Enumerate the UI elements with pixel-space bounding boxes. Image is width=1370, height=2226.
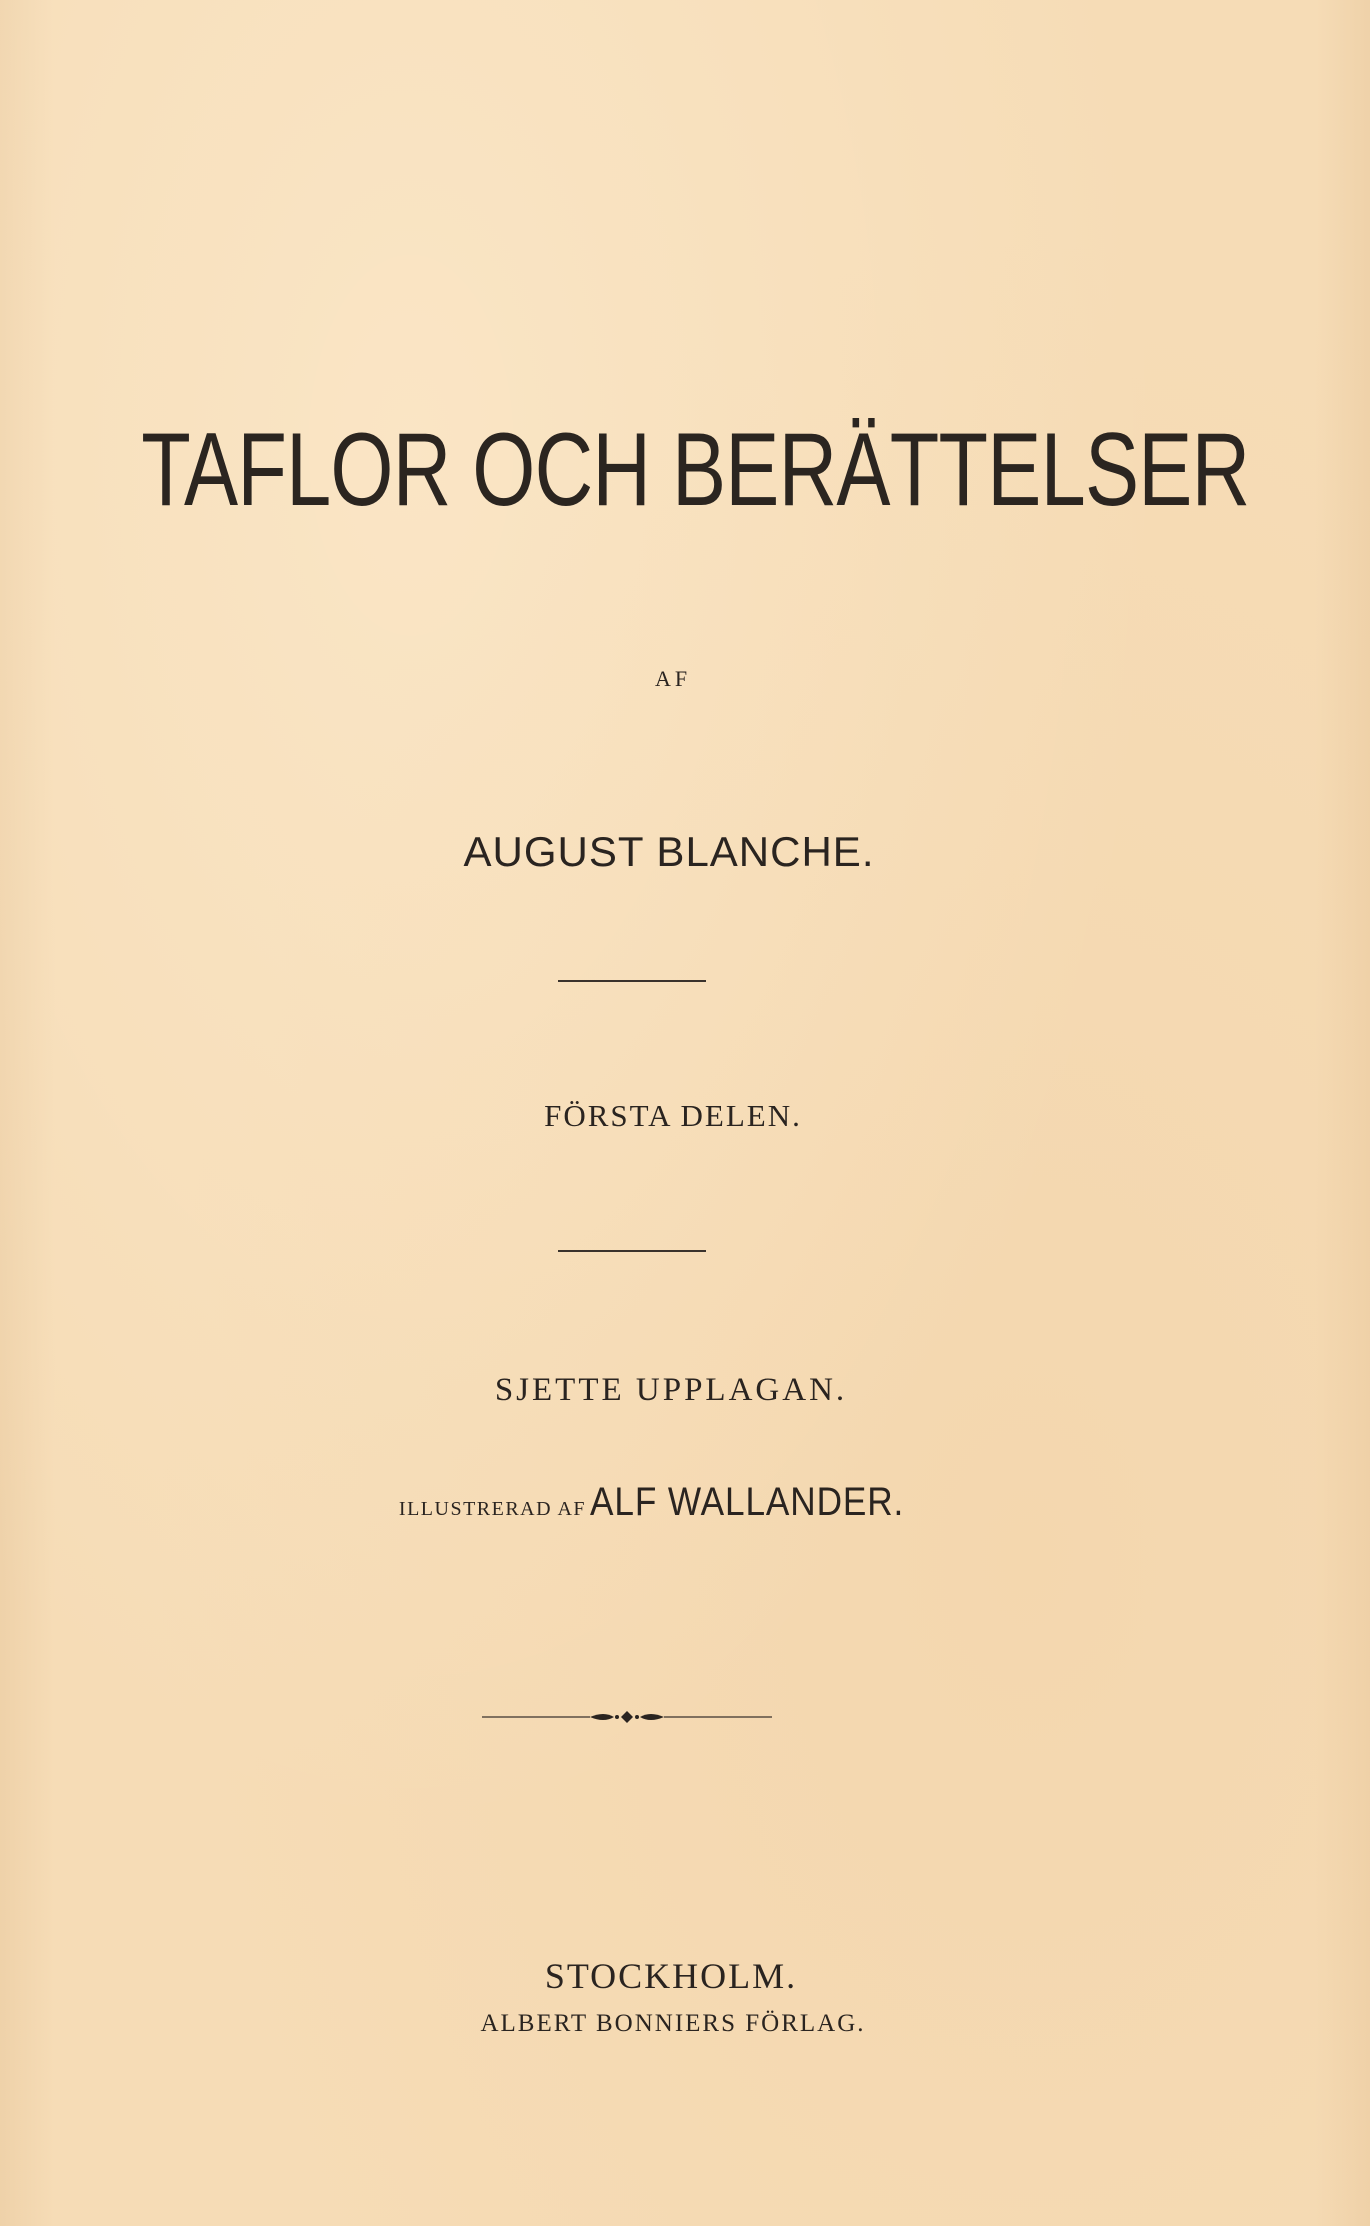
horizontal-rule-bottom: [558, 1250, 706, 1252]
book-title: TAFLOR OCH BERÄTTELSER: [141, 412, 1250, 528]
by-label: AF: [654, 666, 692, 691]
author-name: AUGUST BLANCHE.: [463, 828, 875, 875]
horizontal-rule-top: [558, 980, 706, 982]
illustrator-line: [0, 1480, 1358, 1525]
illustrator-name: ALF WALLANDER.: [590, 1480, 905, 1524]
edition-label: SJETTE UPPLAGAN.: [494, 1372, 848, 1408]
part-label: FÖRSTA DELEN.: [544, 1098, 802, 1133]
publisher: ALBERT BONNIERS FÖRLAG.: [480, 2010, 866, 2037]
city: STOCKHOLM.: [544, 1956, 798, 1996]
ornament-divider-icon: [480, 1705, 774, 1729]
illustrated-by-label: ILLUSTRERAD AF: [398, 1498, 587, 1520]
